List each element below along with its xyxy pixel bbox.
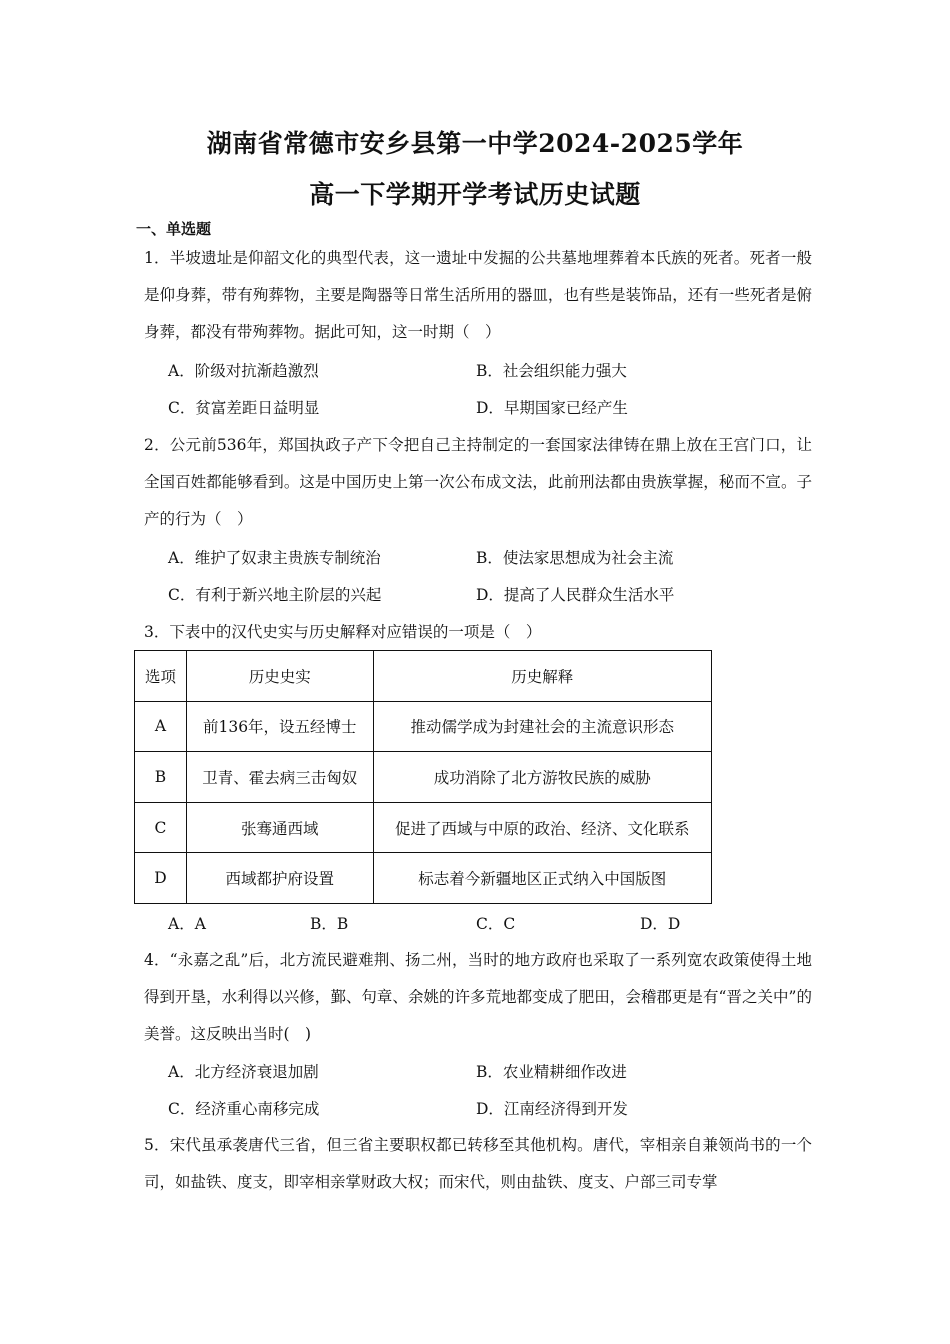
question-4-option-b[interactable]: B．农业精耕细作改进 [476,1063,627,1081]
question-2-option-c[interactable]: C．有利于新兴地主阶层的兴起 [168,586,382,604]
exam-title-line1: 湖南省常德市安乡县第一中学2024-2025学年 [206,129,744,158]
table-cell: D [135,853,187,904]
table-header-cell: 历史解释 [373,651,711,702]
exam-title-line2: 高一下学期开学考试历史试题 [309,180,641,209]
question-3-option-a[interactable]: A．A [168,915,206,933]
table-row [135,752,712,803]
table-header-cell: 选项 [135,651,187,702]
table-cell: B [135,752,187,803]
table-header-row [135,651,712,702]
question-4-option-d[interactable]: D．江南经济得到开发 [476,1100,628,1118]
question-1-option-c[interactable]: C．贫富差距日益明显 [168,399,320,417]
table-row [135,853,712,904]
question-2-option-a[interactable]: A．维护了奴隶主贵族专制统治 [168,549,381,567]
table-cell: 推动儒学成为封建社会的主流意识形态 [373,701,711,752]
question-5-text: 5．宋代虽承袭唐代三省，但三省主要职权都已转移至其他机构。唐代，宰相亲自兼领尚书的一个司，如盐铁、度支，即宰相亲掌财政大权；而宋代，则由盐铁、度支、户部三司专掌 [144,1136,812,1191]
question-4-option-a[interactable]: A．北方经济衰退加剧 [168,1063,319,1081]
table-row [135,701,712,752]
question-1-text: 1．半坡遗址是仰韶文化的典型代表，这一遗址中发掘的公共墓地埋葬着本氏族的死者。死者一般是仰身葬，带有殉葬物，主要是陶器等日常生活所用的器皿，也有些是装饰品，还有一些死者是俯身葬，都没有带殉葬物。据此可知，这一时期（ ） [144,249,812,341]
table-cell: 西域都护府设置 [186,853,373,904]
table-header-cell: 历史史实 [186,651,373,702]
table-cell: A [135,701,187,752]
question-3-option-d[interactable]: D．D [640,915,681,933]
question-3-option-c[interactable]: C．C [476,915,516,933]
section-heading: 一、单选题 [136,220,212,238]
table-cell: 标志着今新疆地区正式纳入中国版图 [373,853,711,904]
history-table [134,650,712,904]
table-cell: 促进了西域与中原的政治、经济、文化联系 [373,802,711,853]
question-1-option-b[interactable]: B．社会组织能力强大 [476,362,627,380]
table-cell: C [135,802,187,853]
question-3-text: 3．下表中的汉代史实与历史解释对应错误的一项是（ ） [144,623,542,641]
table-cell: 卫青、霍去病三击匈奴 [186,752,373,803]
table-row [135,802,712,853]
question-4-text: 4．“永嘉之乱”后，北方流民避难荆、扬二州，当时的地方政府也采取了一系列宽农政策使得土地得到开垦，水利得以兴修，鄞、句章、余姚的许多荒地都变成了肥田，会稽郡更是有“晋之关中”的美誉。这反映出当时( ) [144,951,812,1043]
question-4-option-c[interactable]: C．经济重心南移完成 [168,1100,320,1118]
question-1-option-d[interactable]: D．早期国家已经产生 [476,399,628,417]
question-2-option-b[interactable]: B．使法家思想成为社会主流 [476,549,674,567]
question-1-option-a[interactable]: A．阶级对抗渐趋激烈 [168,362,319,380]
question-2-option-d[interactable]: D．提高了人民群众生活水平 [476,586,675,604]
table-cell: 张骞通西域 [186,802,373,853]
table-cell: 成功消除了北方游牧民族的威胁 [373,752,711,803]
question-3-option-b[interactable]: B．B [310,915,349,933]
question-2-text: 2．公元前536年，郑国执政子产下令把自己主持制定的一套国家法律铸在鼎上放在王宫门口，让全国百姓都能够看到。这是中国历史上第一次公布成文法，此前刑法都由贵族掌握，秘而不宣。子产的行为（ ） [144,436,812,528]
table-cell: 前136年，设五经博士 [186,701,373,752]
